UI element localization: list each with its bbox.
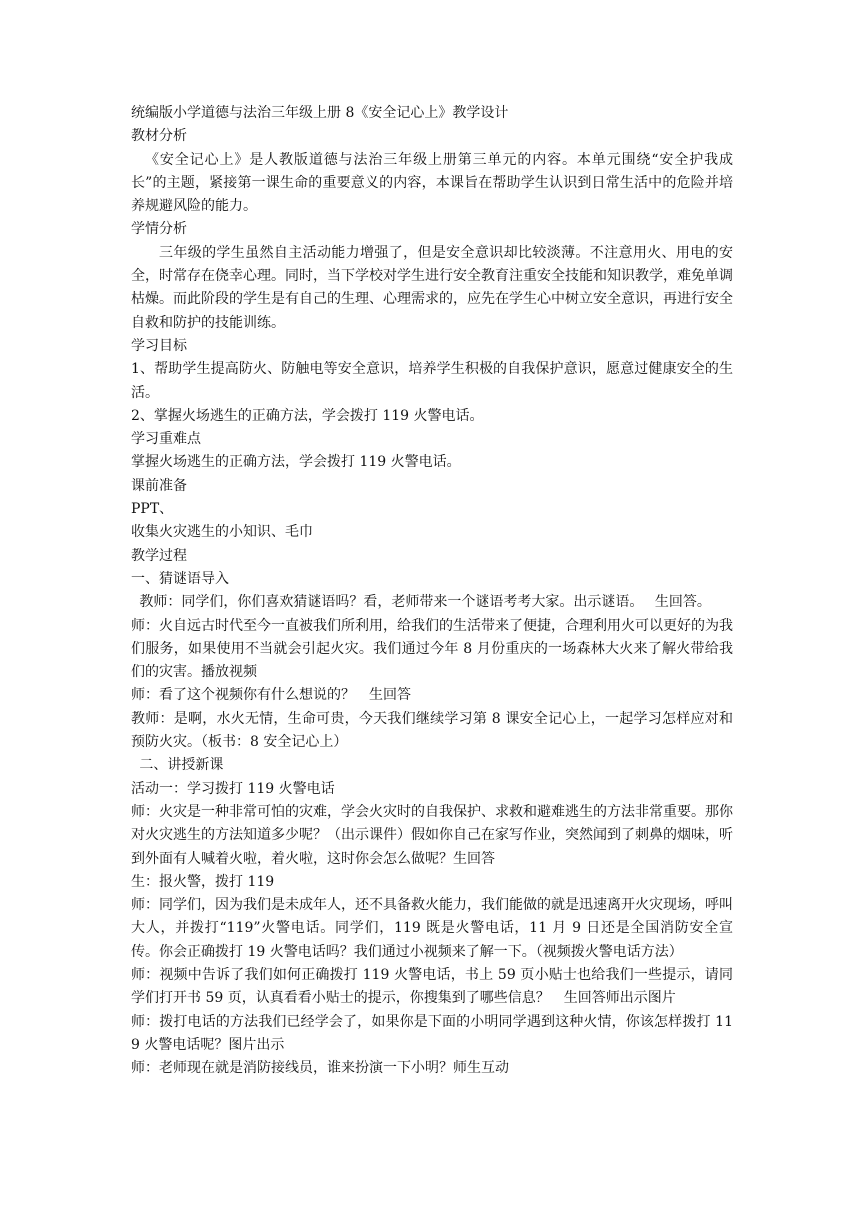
paragraph: 活动一：学习拨打 119 火警电话 [131, 780, 335, 797]
paragraph: 教师：是啊，水火无情，生命可贵，今天我们继续学习第 8 课安全记心上，一起学习怎样应对和预防火灾。（板书：8 安全记心上） [131, 710, 733, 751]
paragraph: 一、猜谜语导入 [131, 570, 229, 587]
paragraph: PPT、 [131, 501, 174, 518]
paragraph: 师：老师现在就是消防接线员，谁来扮演一下小明？师生互动 [131, 1060, 509, 1077]
paragraph: 收集火灾逃生的小知识、毛巾 [131, 524, 313, 541]
paragraph: 师：视频中告诉了我们如何正确拨打 119 火警电话，书上 59 页小贴士也给我们一些提示，请同学们打开书 59 页，认真看看小贴士的提示，你搜集到了哪些信息？ 生回答师出示图片 [131, 966, 733, 1007]
paragraph: 师：火自远古时代至今一直被我们所利用，给我们的生活带来了便捷，合理利用火可以更好的为我们服务，如果使用不当就会引起火灾。我们通过今年 8 月份重庆的一场森林大火来了解火带给我们的灾害。播放视频 [131, 617, 733, 681]
paragraph: 二、讲授新课 [139, 757, 224, 774]
paragraph: 师：火灾是一种非常可怕的灾难，学会火灾时的自我保护、求救和避难逃生的方法非常重要。那你对火灾逃生的方法知道多少呢？（出示课件）假如你自己在家写作业，突然闻到了刺鼻的烟味，听到外面有人喊着火啦，着火啦，这时你会怎么做呢？生回答 [131, 803, 733, 867]
paragraph: 《安全记心上》是人教版道德与法治三年级上册第三单元的内容。本单元围绕“安全护我成长”的主题，紧接第一课生命的重要意义的内容，本课旨在帮助学生认识到日常生活中的危险并培养规避风险的能力。 [131, 151, 733, 215]
document-body [131, 125, 733, 1080]
paragraph: 师：拨打电话的方法我们已经学会了，如果你是下面的小明同学遇到这种火情，你该怎样拨打 119 火警电话呢？图片出示 [131, 1013, 733, 1053]
paragraph: 三年级的学生虽然自主活动能力增强了，但是安全意识却比较淡薄。不注意用火、用电的安全，时常存在侥幸心理。同时，当下学校对学生进行安全教育注重安全技能和知识教学，难免单调枯燥。而此阶段的学生是有自己的生理、心理需求的，应先在学生心中树立安全意识，再进行安全自救和防护的技能训练。 [131, 244, 733, 331]
paragraph: 师：看了这个视频你有什么想说的？ 生回答 [131, 687, 411, 704]
paragraph: 教师：同学们，你们喜欢猜谜语吗？看，老师带来一个谜语考考大家。出示谜语。 生回答。 [139, 594, 711, 611]
paragraph: 课前准备 [131, 477, 187, 494]
document-title: 统编版小学道德与法治三年级上册 8《安全记心上》教学设计 [131, 105, 509, 121]
paragraph: 学情分析 [131, 221, 187, 238]
paragraph: 教学过程 [131, 547, 187, 564]
paragraph: 掌握火场逃生的正确方法，学会拨打 119 火警电话。 [131, 454, 461, 471]
paragraph: 1、帮助学生提高防火、防触电等安全意识，培养学生积极的自我保护意识，愿意过健康安全的生活。 [131, 361, 733, 401]
document-page [131, 102, 733, 1080]
paragraph: 生：报火警，拨打 119 [131, 873, 275, 890]
paragraph: 师：同学们，因为我们是未成年人，还不具备救火能力，我们能做的就是迅速离开火灾现场，呼叫大人，并拨打“119”火警电话。同学们，119 既是火警电话，11 月 9 日还是全国消防安全宣传。你会正确拨打 19 火警电话吗？我们通过小视频来了解一下。（视频拨火警电话方法） [131, 897, 733, 960]
paragraph: 学习目标 [131, 337, 187, 354]
paragraph: 教材分析 [131, 128, 187, 145]
paragraph: 2、掌握火场逃生的正确方法，学会拨打 119 火警电话。 [131, 407, 484, 424]
paragraph: 学习重难点 [131, 431, 201, 448]
